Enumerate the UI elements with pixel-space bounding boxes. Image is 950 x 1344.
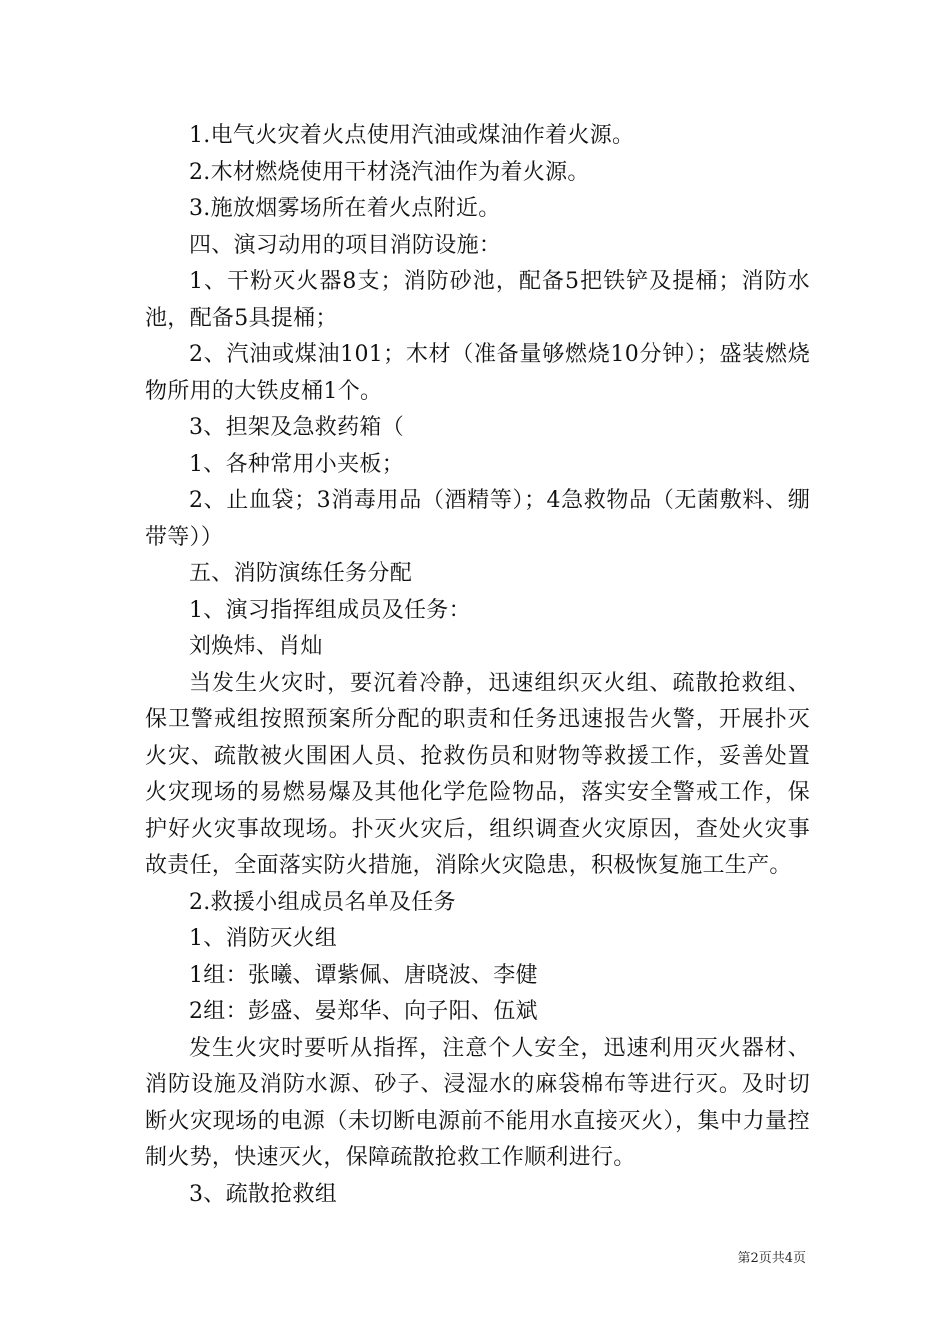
page-number: 第2页共4页	[737, 1251, 806, 1266]
paragraph: 1、干粉灭火器8支；消防砂池，配备5把铁铲及提桶；消防水池，配备5具提桶；	[145, 269, 810, 331]
paragraph: 1.电气火灾着火点使用汽油或煤油作着火源。	[189, 123, 635, 148]
paragraph: 2.木材燃烧使用干材浇汽油作为着火源。	[189, 159, 590, 185]
paragraph: 2组：彭盛、晏郑华、向子阳、伍斌	[189, 999, 538, 1024]
section-heading: 四、演习动用的项目消防设施：	[189, 232, 502, 258]
paragraph: 3.施放烟雾场所在着火点附近。	[189, 196, 501, 221]
paragraph: 2、止血袋；3消毒用品（酒精等）；4急救物品（无菌敷料、绷带等））	[145, 488, 810, 550]
paragraph: 3、疏散抢救组	[189, 1181, 338, 1207]
document-body	[145, 118, 810, 1213]
paragraph: 1、各种常用小夹板；	[189, 451, 404, 477]
paragraph: 1组：张曦、谭紫佩、唐晓波、李健	[189, 962, 538, 988]
paragraph: 1、演习指挥组成员及任务：	[189, 597, 471, 623]
paragraph: 1、消防灭火组	[189, 926, 338, 951]
paragraph: 3、担架及急救药箱（	[189, 415, 404, 440]
paragraph: 刘焕炜、肖灿	[189, 634, 323, 659]
section-heading: 五、消防演练任务分配	[189, 561, 413, 586]
paragraph: 发生火灾时要听从指挥，注意个人安全，迅速利用灭火器材、消防设施及消防水源、砂子、浸湿水的麻袋棉布等进行灭。及时切断火灾现场的电源（未切断电源前不能用水直接灭火），集中力量控制火势，快速灭火，保障疏散抢救工作顺利进行。	[145, 1035, 810, 1170]
paragraph: 当发生火灾时，要沉着冷静，迅速组织灭火组、疏散抢救组、保卫警戒组按照预案所分配的职责和任务迅速报告火警，开展扑灭火灾、疏散被火围困人员、抢救伤员和财物等救援工作，妥善处置火灾现场的易燃易爆及其他化学危险物品，落实安全警戒工作，保护好火灾事故现场。扑灭火灾后，组织调查火灾原因，查处火灾事故责任，全面落实防火措施，消除火灾隐患，积极恢复施工生产。	[145, 670, 810, 878]
paragraph: 2.救援小组成员名单及任务	[189, 889, 456, 915]
paragraph: 2、汽油或煤油101；木材（准备量够燃烧10分钟）；盛装燃烧物所用的大铁皮桶1个。	[145, 342, 810, 404]
